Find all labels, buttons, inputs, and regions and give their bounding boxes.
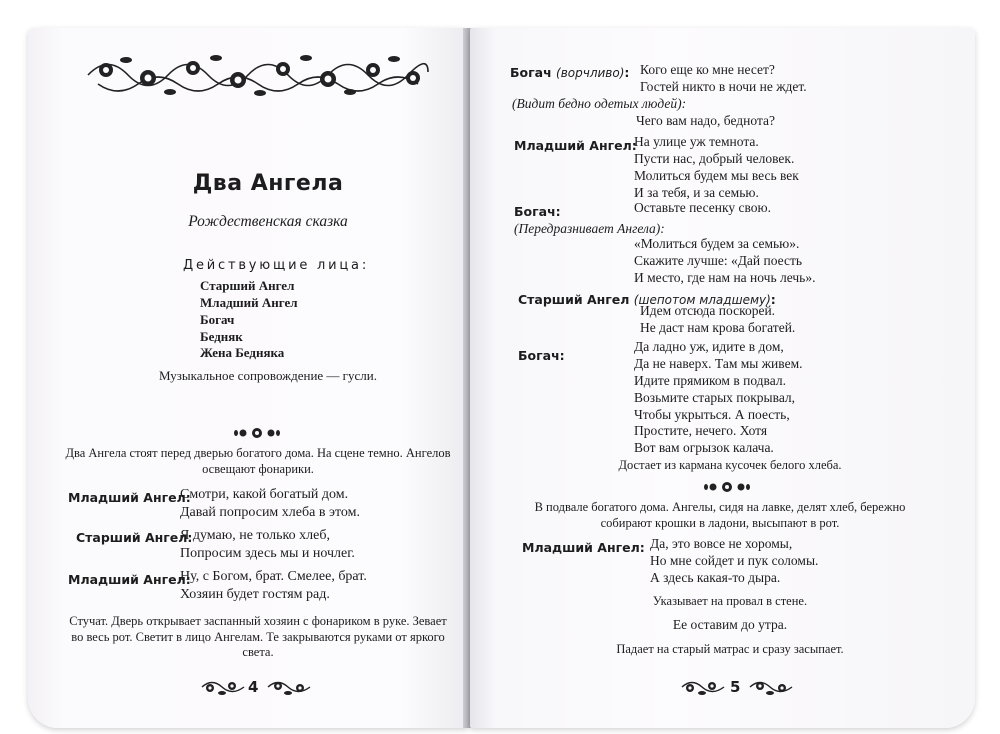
stage-direction: В подвале богатого дома. Ангелы, сидя на лавке, делят хлеб, бережно собирают крошки в ладони, высыпают в рот. [534,500,906,530]
dialogue-lines: «Молиться будем за семью». Скажите лучше: «Дай поесть И место, где нам на ночь лечь». [634,236,816,285]
dialogue-line: Оставьте песенку свою. [634,200,771,215]
play-subtitle: Рождественская сказка [188,213,348,230]
speaker-label: Богач: [518,348,565,363]
stage-direction: Достает из кармана кусочек белого хлеба. [618,458,842,472]
stage-direction: Падает на старый матрас и сразу засыпает. [616,642,844,656]
cast-member: Старший Ангел [200,278,295,293]
stage-direction: (Видит бедно одетых людей): [512,96,687,111]
floral-page-number-ornament-icon [200,676,246,698]
floral-page-number-ornament-icon [680,676,726,698]
stage-direction: Два Ангела стоят перед дверью богатого дома. На сцене темно. Ангелов освещают фонарики. [65,446,451,476]
stage-direction: Указывает на провал в стене. [652,594,808,608]
dialogue-lines: Смотри, какой богатый дом. Давай попросим хлеба в этом. [180,487,360,520]
speaker-label: Младший Ангел: [514,138,637,153]
speaker-label: Младший Ангел: [68,572,191,587]
cast-member: Младший Ангел [200,295,298,310]
dialogue-lines: Кого еще ко мне несет? Гостей никто в ночи не ждет. [640,62,807,94]
speaker-label: Старший Ангел (шепотом младшему): [518,292,776,307]
floral-page-number-ornament-icon [748,676,794,698]
speaker-label: Младший Ангел: [522,540,645,555]
dialogue-lines: На улице уж темнота. Пусти нас, добрый человек. Молиться будем мы весь век И за тебя, и за семью. [634,134,799,200]
dialogue-line: Ее оставим до утра. [672,617,788,632]
cast-member: Богач [200,312,235,327]
stage-direction: Стучат. Дверь открывает заспанный хозяин с фонариком в руке. Зевает во весь рот. Светит в лицо Ангелам. Те закрываются руками от яркого света. [69,614,447,660]
dialogue-lines: Да ладно уж, идите в дом, Да не наверх. Там мы живем. Идите прямиком в подвал. Возьмите старых покрывал, Чтобы укрыться. А поесть, Простите, нечего. Хотя Вот вам огрызок калача. [634,339,803,456]
cast-member: Жена Бедняка [200,345,285,360]
floral-page-number-ornament-icon [266,676,312,698]
floral-divider-ornament-icon [704,478,750,496]
dialogue-lines: Ну, с Богом, брат. Смелее, брат. Хозяин будет гостям рад. [180,569,367,602]
dialogue-lines: Да, это вовсе не хоромы, Но мне сойдет и пук соломы. А здесь какая-то дыра. [650,536,819,585]
speaker-label: Богач: [514,204,561,219]
page-number: 4 [248,678,259,696]
stage-direction: (Передразнивает Ангела): [514,221,665,236]
dialogue-line: Чего вам надо, беднота? [636,113,776,128]
dialogue-lines: Идем отсюда поскорей. Не даст нам крова богатей. [640,303,796,335]
speaker-label: Старший Ангел: [76,530,193,545]
floral-border-ornament-icon [88,48,428,102]
play-title: Два Ангела [192,171,344,196]
speaker-label: Младший Ангел: [68,490,191,505]
speaker-label: Богач (ворчливо): [510,65,630,80]
cast-heading: Действующие лица: [183,258,369,273]
floral-divider-ornament-icon [234,424,280,442]
dialogue-lines: Я думаю, не только хлеб, Попросим здесь мы и ночлег. [180,528,355,561]
music-note: Музыкальное сопровождение — гусли. [159,368,377,383]
page-number: 5 [730,678,741,696]
cast-member: Бедняк [200,329,243,344]
